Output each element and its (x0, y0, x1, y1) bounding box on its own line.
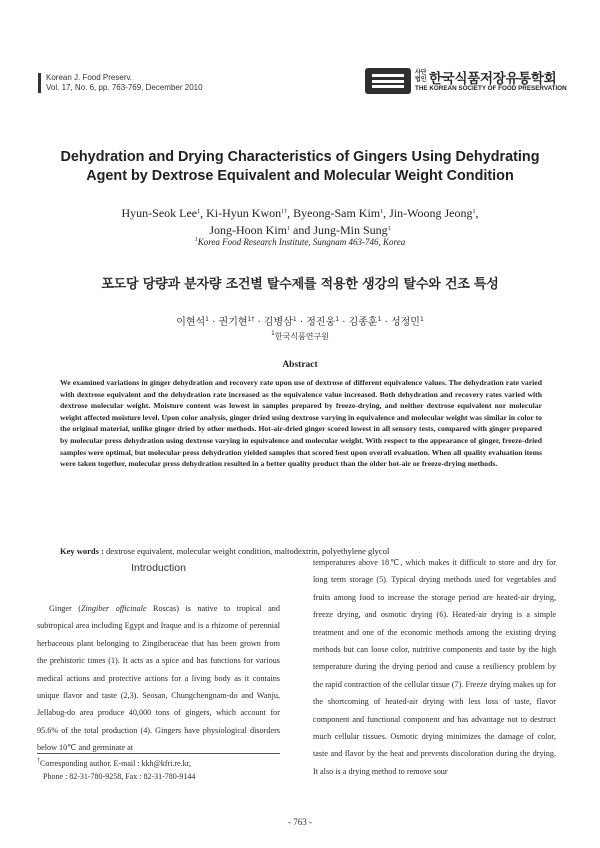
keywords-label: Key words : (60, 546, 104, 556)
corresponding-author-footnote (37, 757, 280, 783)
footnote-email: †Corresponding author. E-mail : kkh@kfri.re.kr, (37, 758, 192, 768)
society-prefix: 사단법인 (415, 69, 427, 83)
journal-volume: Vol. 17, No. 6, pp. 763-769, December 2010 (46, 83, 203, 92)
introduction-left-column: Ginger (Zingiber officinale Roscas) is native to tropical and subtropical area including Egypt and Iraque and is a rhizome of perennial herbaceous plant belonging to Zingiberaceae that has been grown from the prehistoric times (1). It acts as a spice and has functions for various medical actions and protective actions for a living body as it contains unique flavor and taste (2,3). Seosan, Chungchengnam-do and Wanju, Jellabug-do area produce 40,000 tons of gingers, which account for 95.6% of the total production (4). Gingers have physiological disorders below 10℃ and germinate at (37, 604, 280, 753)
author-list: Hyun-Seok Lee$^1$, Ki-Hyun Kwon$^{1\dagger}$, Byeong-Sam Kim$^1$, Jin-Woong Jeong$^1$, Jong-Hoon Kim$^1$ and Jung-Min Sung$^1$ (121, 206, 479, 237)
introduction-heading: Introduction (131, 562, 186, 574)
footnote-phone: Phone : 82-31-780-9258, Fax : 82-31-780-9144 (43, 772, 196, 781)
page-number: - 763 - (288, 817, 312, 827)
journal-citation (38, 73, 203, 93)
paper-title-line: Dehydration and Drying Characteristics of Gingers Using Dehydrating (60, 149, 540, 165)
introduction-right-column: temperatures above 18℃, which makes it difficult to store and dry for long term storage (5). Typical drying methods used for vegetables and fruits among food to increase the storage period are heated-air drying, freeze drying, and osmotic drying (6). Heated-air drying is a simple treatment and one of the economic methods among the existing drying methods but can loose color, nutritive components and taste by the high temperature during the drying period and cause a resiliency problem by the rapid contraction of the cellular tissue (7). Freeze drying makes up for the shortcoming of heated-air drying with less loss of taste, flavor component and functional component and has advantage not to destruct much cellular tissues. Osmotic drying minimizes the damage of color, taste and flavor by the heat and prevents discoloration during the drying. It also is a drying method to remove sour (313, 558, 556, 776)
abstract-heading: Abstract (282, 360, 318, 370)
society-name-korean: 한국식품저장유통학회 (429, 71, 557, 87)
footnote-divider (37, 753, 280, 754)
author-list-korean: 이현석$^1$ · 권기현$^{1\dagger}$ · 김병삼$^1$ · 정진웅$^1$ · 김종훈$^1$ · 성정민$^1$ (176, 316, 424, 328)
abstract-body: We examined variations in ginger dehydration and recovery rate upon use of dextrose of different equivalence values. The dehydration rate varied with dextrose equivalent and the dehydration rate increased as the equivalence value increased. Both dehydration and recovery rates varied with dextrose molecular weight. Moisture content was lowest in samples prepared by freeze-drying, and neither dextrose equivalent nor molecular weight affected moisture level. Upon color analysis, ginger dried using dextrose varying in equivalence and molecular weight was similar in color to the original material, unlike ginger dried by other methods. Hot-air-dried ginger scored lowest in all sensory tests, compared with ginger prepared by molecular press dehydration using dextrose varying in equivalence and molecular weight. With respect to the appearance of ginger, freeze-dried samples were optimal, but molecular press dehydration yielded samples that scored best upon overall evaluation. When all quality evaluation items were taken together, molecular press dehydration resulted in a better quality product than the older hot-air or freeze-drying methods. (60, 378, 542, 469)
affiliation: $^1$Korea Food Research Institute, Sungnam 463-746, Korea (194, 237, 406, 247)
society-name-english: THE KOREAN SOCIETY OF FOOD PRESERVATION (415, 85, 567, 92)
journal-name: Korean J. Food Preserv. (46, 73, 133, 82)
society-header (365, 68, 575, 96)
society-logo-icon (365, 68, 411, 94)
affiliation-korean: $^1$한국식품연구원 (271, 330, 329, 341)
paper-title (40, 148, 560, 186)
paper-title-korean: 포도당 당량과 분자량 조건별 탈수제를 적용한 생강의 탈수와 건조 특성 (101, 277, 499, 292)
paper-title-line: Agent by Dextrose Equivalent and Molecular Weight Condition (86, 168, 514, 184)
keywords-text: dextrose equivalent, molecular weight condition, maltodextrin, polyethylene glycol (106, 546, 390, 556)
